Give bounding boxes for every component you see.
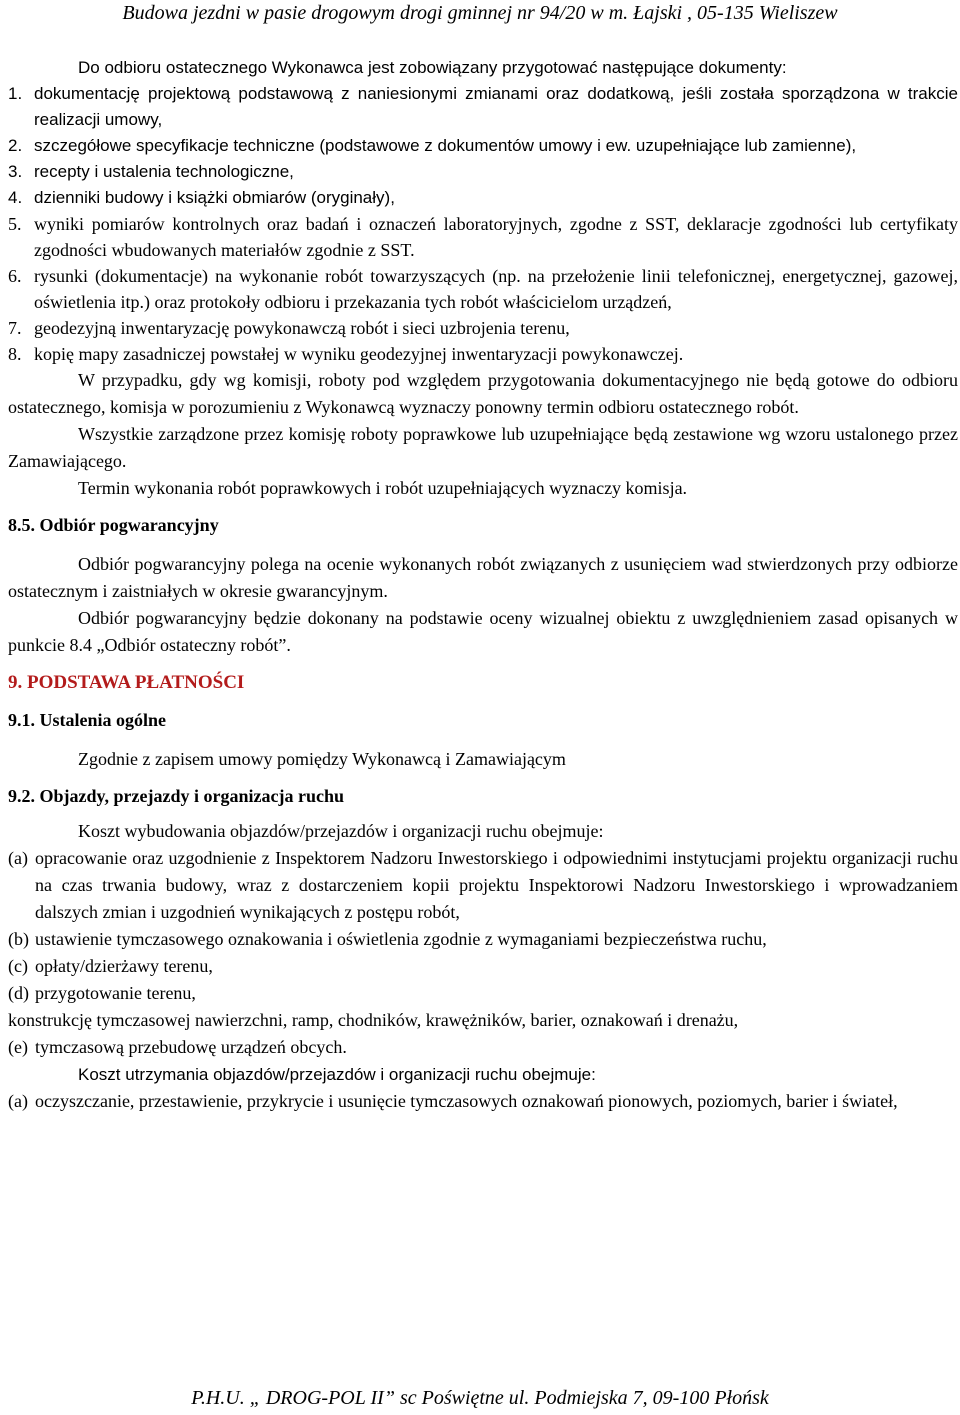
cost-item-d [8,980,958,1007]
doc-item-number: 5. [8,214,22,234]
page-header: Budowa jezdni w pasie drogowym drogi gminnej nr 94/20 w m. Łajski , 05-135 Wieliszew [122,2,838,24]
paragraph-general: Zgodnie z zapisem umowy pomiędzy Wykonawcą i Zamawiającym [78,749,566,769]
cost-item-text: przygotowanie terenu, [35,983,196,1003]
cost-item-text: tymczasową przebudowę urządzeń obcych. [35,1037,347,1057]
doc-item-text: dzienniki budowy i książki obmiarów (oryginały), [34,188,395,207]
paragraph-deadline: Termin wykonania robót poprawkowych i robót uzupełniających wyznaczy komisja. [78,478,688,498]
doc-item-2 [8,133,958,159]
doc-item-6 [8,263,958,315]
cost-item-letter: (b) [8,929,29,949]
doc-item-text: szczegółowe specyfikacje techniczne (podstawowe z dokumentów umowy i ew. uzupełniające lub zamienne), [34,136,857,155]
doc-item-5 [8,211,958,263]
cost-item-a [8,845,958,926]
paragraph-post-warranty: Odbiór pogwarancyjny polega na ocenie wykonanych robót związanych z usunięciem wad stwierdzonych przy odbiorze ostatecznym i zaistniałych w okresie gwarancyjnym. [8,554,958,601]
cost-item-e [8,1034,958,1061]
page-footer: P.H.U. „ DROG-POL II” sc Poświętne ul. Podmiejska 7, 09-100 Płońsk [191,1387,769,1409]
cost-item-letter: (d) [8,983,29,1003]
maintenance-item-a [8,1088,958,1115]
section-heading-9-2: 9.2. Objazdy, przejazdy i organizacja ruchu [8,786,344,806]
cost-item-c [8,953,958,980]
doc-item-7 [8,315,958,341]
paragraph-temporary-construction: konstrukcję tymczasowej nawierzchni, ramp, chodników, krawężników, barier, oznakowań i drenażu, [8,1010,739,1030]
doc-item-number: 1. [8,84,23,103]
paragraph-corrections: Wszystkie zarządzone przez komisję roboty poprawkowe lub uzupełniające będą zestawione wg wzoru ustalonego przez Zamawiającego. [8,424,958,471]
doc-item-text: wyniki pomiarów kontrolnych oraz badań i oznaczeń laboratoryjnych, zgodne z SST, deklaracje zgodności lub certyfikaty zgodności wbudowanych materiałów zgodnie z SST. [34,214,958,260]
section-heading-8-5: 8.5. Odbiór pogwarancyjny [8,515,219,535]
doc-item-text: kopię mapy zasadniczej powstałej w wyniku geodezyjnej inwentaryzacji powykonawczej. [34,344,684,364]
doc-item-text: recepty i ustalenia technologiczne, [34,162,294,181]
cost-item-text: oczyszczanie, przestawienie, przykrycie i usunięcie tymczasowych oznakowań pionowych, poziomych, barier i świateł, [35,1091,898,1111]
doc-item-number: 4. [8,188,23,207]
cost-item-letter: (c) [8,956,28,976]
doc-item-3 [8,159,958,185]
doc-item-8 [8,341,958,367]
cost-item-letter: (a) [8,1091,28,1111]
document-body [8,54,958,1115]
doc-item-number: 8. [8,344,22,364]
doc-item-text: dokumentację projektową podstawową z naniesionymi zmianami oraz dodatkową, jeśli została sporządzona w trakcie realizacji umowy, [34,84,958,129]
intro-text: Do odbioru ostatecznego Wykonawca jest zobowiązany przygotować następujące dokumenty: [78,58,787,77]
doc-item-number: 7. [8,318,22,338]
paragraph-post-warranty-basis: Odbiór pogwarancyjny będzie dokonany na podstawie oceny wizualnej obiektu z uwzględnieniem zasad opisanych w punkcie 8.4 „Odbiór ostateczny robót”. [8,608,958,655]
paragraph-construction-cost: Koszt wybudowania objazdów/przejazdów i organizacji ruchu obejmuje: [78,821,604,841]
doc-item-text: geodezyjną inwentaryzację powykonawczą robót i sieci uzbrojenia terenu, [34,318,570,338]
section-heading-9: 9. PODSTAWA PŁATNOŚCI [8,672,245,693]
doc-item-text: rysunki (dokumentacje) na wykonanie robót towarzyszących (np. na przełożenie linii telefonicznej, energetycznej, gazowej, oświetlenia itp.) oraz protokoły odbioru i przekazania tych robót właścicielom urządzeń, [34,266,958,312]
doc-item-number: 3. [8,162,23,181]
cost-item-letter: (e) [8,1037,28,1057]
doc-item-number: 2. [8,136,23,155]
cost-item-text: opłaty/dzierżawy terenu, [35,956,213,976]
doc-item-4 [8,185,958,211]
cost-item-text: opracowanie oraz uzgodnienie z Inspektorem Nadzoru Inwestorskiego i odpowiednimi instytucjami projektu organizacji ruchu na czas trwania budowy, wraz z dostarczeniem kopii projektu Inspektorowi Nadzoru Inwestorskiego i wprowadzaniem dalszych zmian i uzgodnień wynikających z postępu robót, [35,848,958,922]
cost-item-text: ustawienie tymczasowego oznakowania i oświetlenia zgodnie z wymaganiami bezpieczeństwa ruchu, [35,929,767,949]
section-heading-9-1: 9.1. Ustalenia ogólne [8,710,167,730]
paragraph-reschedule: W przypadku, gdy wg komisji, roboty pod względem przygotowania dokumentacyjnego nie będą gotowe do odbioru ostatecznego, komisja w porozumieniu z Wykonawcą wyznaczy ponowny termin odbioru ostatecznego robót. [8,370,958,417]
doc-item-1 [8,81,958,133]
paragraph-maintenance-cost: Koszt utrzymania objazdów/przejazdów i organizacji ruchu obejmuje: [78,1065,596,1084]
doc-item-number: 6. [8,266,22,286]
cost-item-b [8,926,958,953]
sans-section [8,54,958,211]
cost-item-letter: (a) [8,848,28,868]
